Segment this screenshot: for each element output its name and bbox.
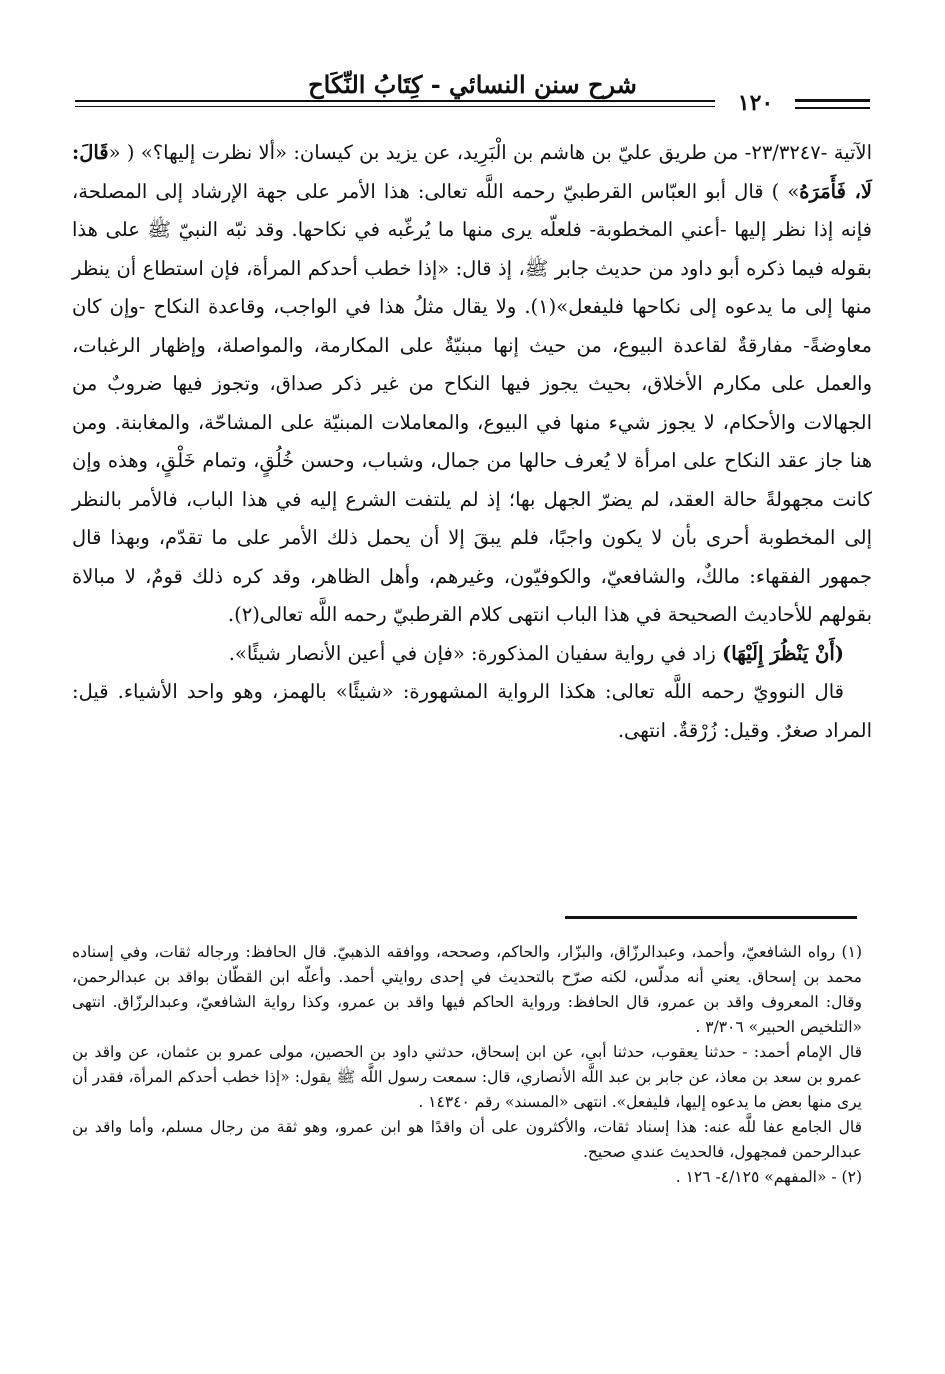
paragraph-2 (72, 635, 872, 674)
hadith-phrase-2: (أَنْ يَنْظُرَ إِلَيْهَا) (721, 641, 844, 665)
footnote-1-comment: قال الجامع عفا للَّه عنه: هذا إسناد ثقات، والأكثرون على أن واقدًا هو ابن عمرو، وهو ثقة من رجال مسلم، وأما واقد بن عبدالرحمن فمجهول، فالحديث عندي صحيح. (72, 1118, 862, 1161)
paragraph-2-rest: زاد في رواية سفيان المذكورة: «فإن في أعين الأنصار شيئًا». (228, 641, 716, 665)
running-title: شرح سنن النسائي - كِتَابُ النِّكَاح (308, 70, 637, 99)
footnote-1-continued: قال الإمام أحمد: - حدثنا يعقوب، حدثنا أبي، عن ابن إسحاق، حدثني داود بن الحصين، مولى عمرو بن عثمان، عن واقد بن عمرو بن سعد بن معاذ، عن جابر بن عبد اللَّه الأنصاري، قال: سمعت رسول اللَّه ﷺ يقول: «إذا خطب أحدكم المرأة، فقدر أن يرى منها بعض ما يدعوه إليها، فليفعل». انتهى «المسند» رقم ١٤٣٤٠ . (72, 1043, 862, 1111)
header-rule-right (795, 99, 870, 109)
footnote-1: (١) رواه الشافعيّ، وأحمد، وعبدالرزّاق، والبزّار، والحاكم، وصححه، ووافقه الذهبيّ. قال الحافظ: ورجاله ثقات، وفي إسناده محمد بن إسحاق. يعني أنه مدلّس، لكنه صرّح بالتحديث في إحدى روايتي أحمد. وأعلّه ابن القطّان بواقد بن عبدالرحمن، وقال: المعروف واقد بن عمرو، قال الحافظ: ورواية الحاكم فيها واقد بن عمرو، وكذا رواية الشافعيّ، وعبدالرزّاق. انتهى «التلخيص الحبير» ٣/٣٠٦ . (72, 943, 862, 1036)
paragraph-3: قال النوويّ رحمه اللَّه تعالى: هكذا الرواية المشهورة: «شيئًا» بالهمز، وهو واحد الأشياء. قيل: المراد صغرٌ. وقيل: زُرْقةٌ. انتهى. (72, 680, 872, 742)
footnotes (72, 940, 862, 1190)
header-rule-left (75, 100, 715, 107)
footnote-2: (٢) - «المفهم» ٤/١٢٥- ١٢٦ . (675, 1168, 862, 1186)
quoted-hadith-phrase: قَالَ: لَا، فَأَمَرَهُ (72, 141, 873, 203)
page-number: ١٢٠ (737, 90, 774, 116)
paragraph-1 (72, 134, 872, 635)
paragraph-1-start: الآتية -٢٣/٣٢٤٧- من طريق عليّ بن هاشم بن الْبَرِيد، عن يزيد بن كيسان: «ألا نظرت إليها؟» ( « (108, 141, 873, 164)
main-text (72, 134, 872, 750)
footnote-separator (565, 916, 857, 919)
paragraph-1-rest: » ) قال أبو العبّاس القرطبيّ رحمه اللَّه تعالى: هذا الأمر على جهة الإرشاد إلى المصلحة، فإنه إذا نظر إليها -أعني المخطوبة- فلعلّه يرى منها ما يُرغّبه في نكاحها. وقد نبّه النبيّ ﷺ على هذا بقوله فيما ذكره أبو داود من حديث جابر ﷺ، إذ قال: «إذا خطب أحدكم المرأة، فإن استطاع أن ينظر منها إلى ما يدعوه إلى نكاحها فليفعل»(١). ولا يقال مثلُ هذا في الواجب، وقاعدة النكاح -وإن كان معاوضةً- مفارقةٌ لقاعدة البيوع، من حيث إنها مبنيّةٌ على المكارمة، والمواصلة، وإظهار الرغبات، والعمل على مكارم الأخلاق، بحيث يجوز فيها النكاح من غير ذكر صداق، وتجوز فيها ضروبٌ من الجهالات والأحكام، لا يجوز شيء منها في البيوع، والمعاملات المبنيّة على المشاحّة، والمغابنة. ومن هنا جاز عقد النكاح على امرأة لا يُعرف حالها من جمال، وشباب، وحسن خُلُقٍ، وتمام خَلْقٍ، وهذه وإن كانت مجهولةً حالة العقد، لم يضرّ الجهل بها؛ إذ لم يلتفت الشرع إليه في هذا الباب، فالأمر بالنظر إلى المخطوبة أحرى بأن لا يكون واجبًا، فلم يبقَ إلا أن يحمل ذلك الأمر على ما تقدّم، وبهذا قال جمهور الفقهاء: مالكٌ، والشافعيّ، والكوفيّون، وغيرهم، وأهل الظاهر، وقد كره ذلك قومٌ، لا مبالاة بقولهم للأحاديث الصحيحة في هذا الباب انتهى كلام القرطبيّ رحمه اللَّه تعالى(٢). (72, 179, 872, 626)
